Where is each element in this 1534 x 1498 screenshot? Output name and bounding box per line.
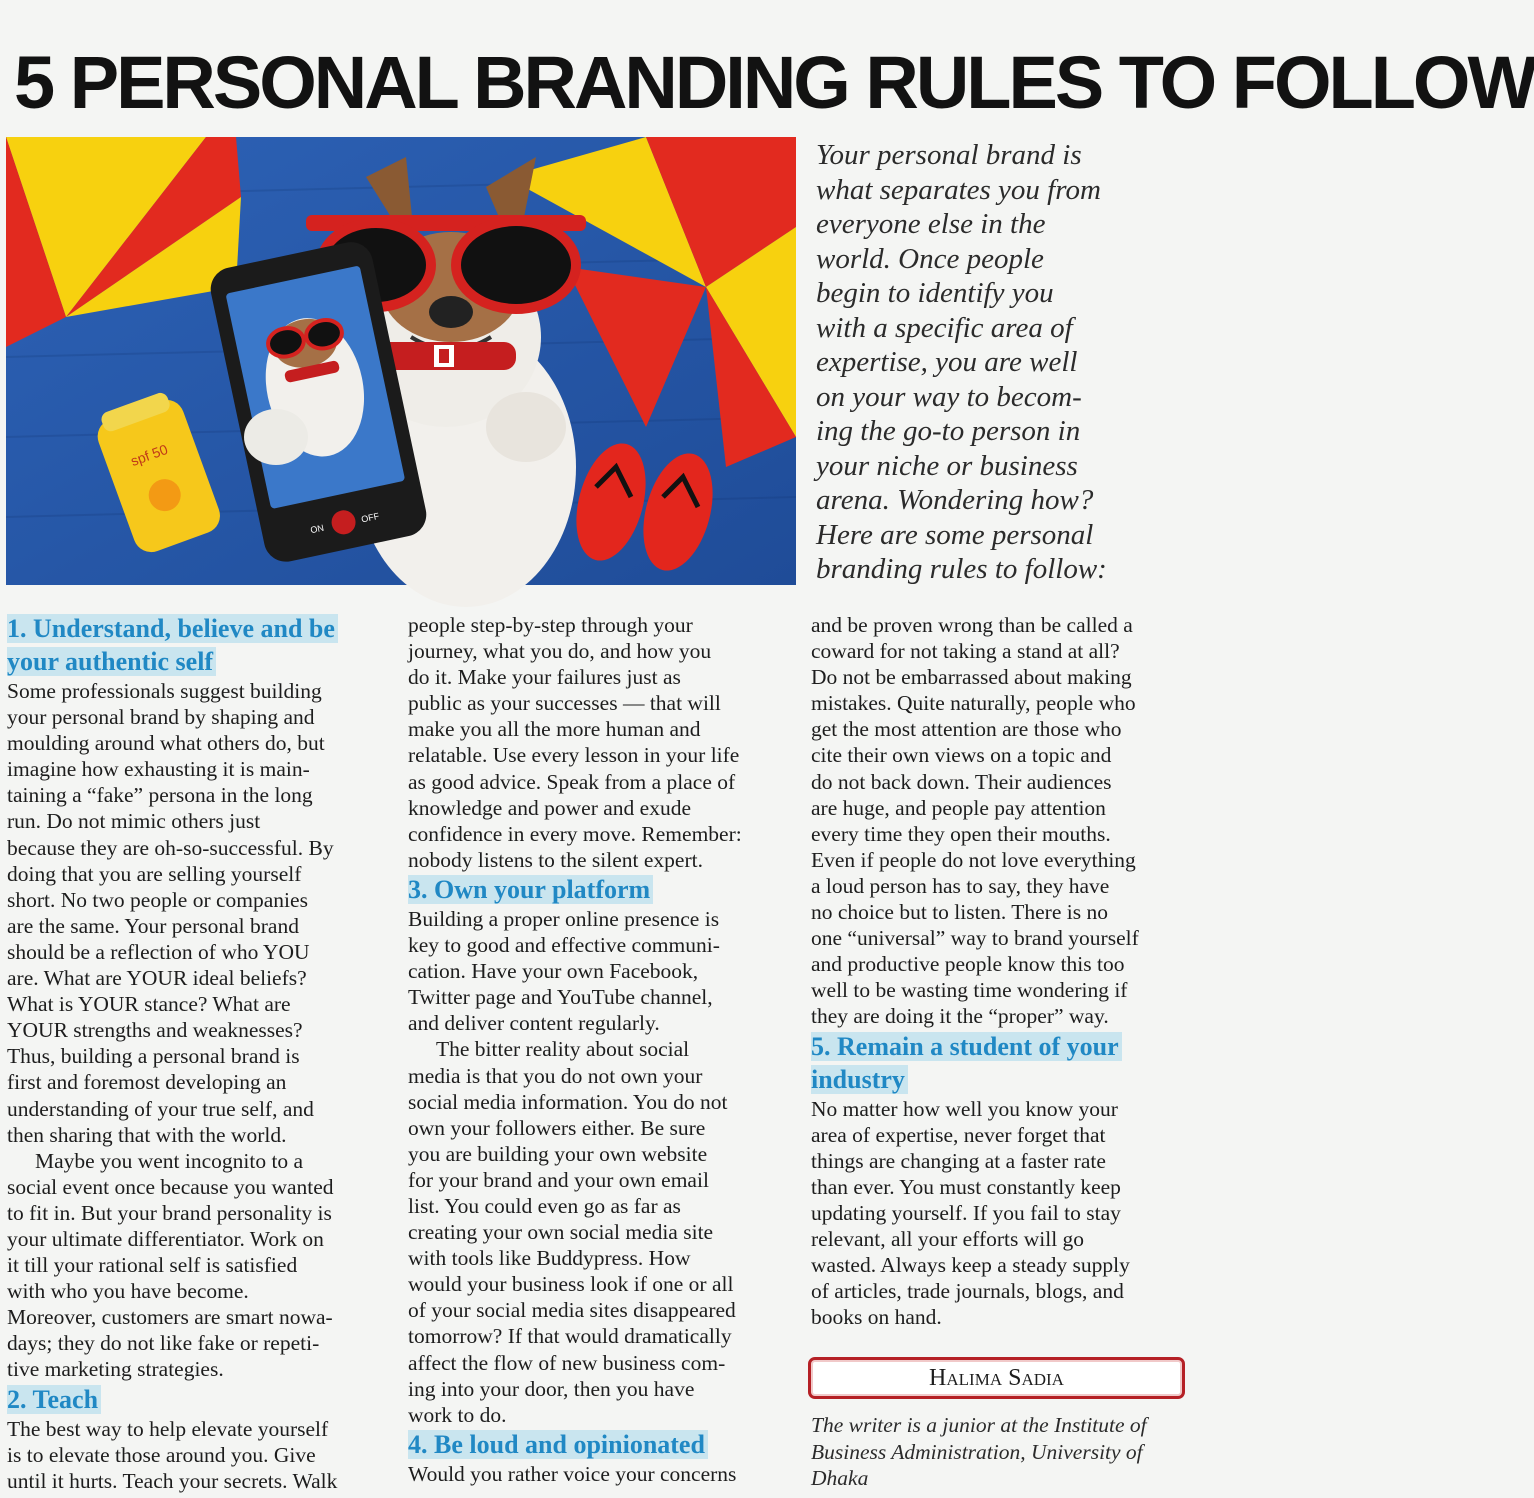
intro-paragraph (816, 138, 1146, 587)
section-5-heading-cont: industry (811, 1063, 1196, 1096)
phone-switch-on-label: ON (309, 522, 325, 536)
intro-line: your niche or business (816, 449, 1078, 482)
headline: 5 PERSONAL BRANDING RULES TO FOLLOW (14, 41, 1534, 124)
intro-line: branding rules to follow: (816, 553, 1107, 585)
article-column-1 (7, 612, 392, 1494)
section-3-paragraph-1: Building a proper online presence is key to good and effective communi- cation. Have your own Facebook, Twitter page and YouTube channel, and deliver content regularly. (408, 906, 720, 1036)
phone-switch-off-label: OFF (360, 510, 381, 525)
writer-note: The writer is a junior at the Institute of Business Administration, University of Dhaka (811, 1413, 1147, 1490)
section-2-paragraph: The best way to help elevate yourself is to elevate those around you. Give until it hurts. Teach your secrets. Walk (7, 1416, 338, 1493)
section-2-paragraph-cont: people step-by-step through your journey, what you do, and how you do it. Make your failures just as public as your successes — that will make you all the more human and relatable. Use every lesson in your life as good advice. Speak from a place of knowledge and power and exude confidence in every move. Remember: nobody listens to the silent expert. (408, 613, 742, 872)
section-1-heading-cont: your authentic self (7, 645, 392, 678)
intro-line: begin to identify you (816, 277, 1054, 309)
intro-line: on your way to becom- (816, 380, 1082, 413)
dog-selfie-illustration (6, 137, 796, 585)
article-column-3 (811, 612, 1196, 1330)
intro-line: expertise, you are well (816, 346, 1078, 378)
sunscreen-label: spf 50 (128, 440, 170, 470)
section-5-paragraph: No matter how well you know your area of expertise, never forget that things are changing at a faster rate than ever. You must constantly keep updating yourself. If you fail to stay relevant, all your efforts will go wasted. Always keep a steady supply of articles, trade journals, blogs, and books on hand. (811, 1096, 1130, 1330)
author-byline: Halima Sadia (808, 1357, 1185, 1399)
section-4-paragraph-cont: and be proven wrong than be called a coward for not taking a stand at all? Do not be embarrassed about making mistakes. Quite naturally, people who get the most attention are those who cite their own views on a topic and do not back down. Their audiences are huge, and people pay attention every time they open their mouths. Even if people do not love everything a loud person has to say, they have no choice but to listen. There is no one “universal” way to brand yourself and productive people know this too well to be wasting time wondering if they are doing it the “proper” way. (811, 613, 1139, 1029)
intro-line: Here are some personal (816, 518, 1094, 551)
section-3-paragraph-2: The bitter reality about social media is that you do not own your social media information. You do not own your followers either. Be sure you are building your own website for your brand and your own email list. You could even go as far as creating your own social media site with tools like Buddypress. How would your business look if one or all of your social media sites disappeared tomorrow? If that would dramatically affect the flow of new business com- ing into your door, then you have work to do. (408, 1037, 736, 1427)
section-5-heading: 5. Remain a student of your (811, 1030, 1196, 1063)
intro-line: arena. Wondering how? (816, 484, 1094, 516)
intro-line: with a specific area of (816, 311, 1073, 344)
article-column-2 (408, 612, 793, 1487)
article-photo (6, 137, 796, 585)
section-1-paragraph-2: Maybe you went incognito to a social event once because you wanted to fit in. But your brand personality is your ultimate differentiator. Work on it till your rational self is satisfied with who you have become. Moreover, customers are smart nowa- days; they do not like fake or repeti- tive marketing strategies. (7, 1148, 334, 1382)
intro-line: what separates you from (816, 173, 1101, 206)
section-1-heading: 1. Understand, believe and be (7, 612, 392, 645)
section-3-heading: 3. Own your platform (408, 873, 793, 906)
intro-line: everyone else in the (816, 208, 1046, 240)
section-1-paragraph-1: Some professionals suggest building your personal brand by shaping and moulding around what others do, but imagine how exhausting it is main- taining a “fake” persona in the long run. Do not mimic others just because they are oh-so-successful. By doing that you are selling yourself short. No two people or companies are the same. Your personal brand should be a reflection of who YOU are. What are YOUR ideal beliefs? What is YOUR stance? What are YOUR strengths and weaknesses? Thus, building a personal brand is first and foremost developing an understanding of your true self, and then sharing that with the world. (7, 679, 334, 1147)
intro-line: world. Once people (816, 242, 1044, 275)
section-4-heading: 4. Be loud and opinionated (408, 1428, 793, 1461)
intro-line: ing the go-to person in (816, 415, 1081, 447)
intro-line: Your personal brand is (816, 139, 1082, 171)
section-2-heading: 2. Teach (7, 1383, 392, 1416)
section-4-paragraph: Would you rather voice your concerns (408, 1461, 737, 1486)
